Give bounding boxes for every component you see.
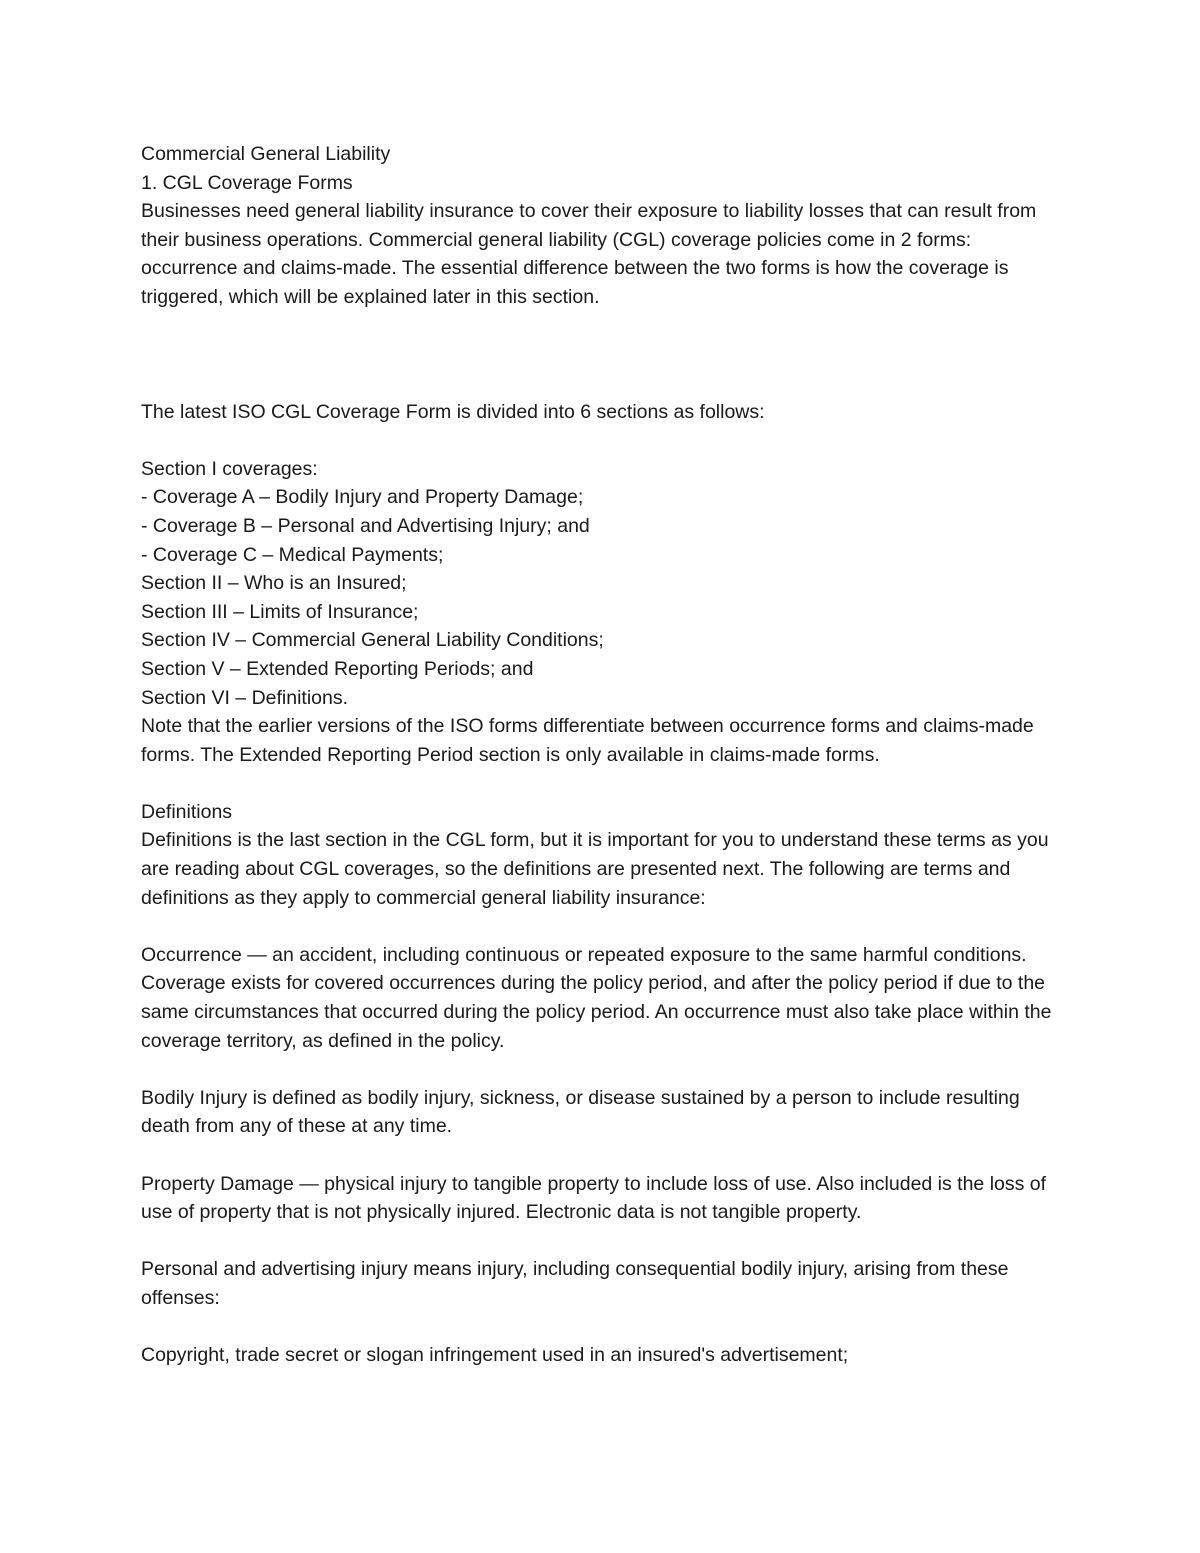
spacer xyxy=(141,912,1071,941)
property-damage-definition: Property Damage — physical injury to tangible property to include loss of use. Also included is the loss of use of property that is not physically injured. Electronic data is not tangible property. xyxy=(141,1172,1047,1224)
personal-advertising-definition: Personal and advertising injury means injury, including consequential bodily injury, arising from these offenses: xyxy=(141,1258,1009,1309)
copyright-offense: Copyright, trade secret or slogan infringement used in an insured's advertisement; xyxy=(141,1344,849,1367)
definitions-intro: Definitions is the last section in the CGL form, but it is important for you to understand these terms as you are reading about CGL coverages, so the definitions are presented next. The following are terms and definitions as they apply to commercial general liability insurance: xyxy=(141,829,1049,909)
list-item: Section V – Extended Reporting Periods; and xyxy=(141,657,534,680)
spacer xyxy=(141,1313,1071,1342)
section-list xyxy=(141,455,1071,712)
document-title: Commercial General Liability xyxy=(141,143,391,165)
section-heading: 1. CGL Coverage Forms xyxy=(141,171,353,194)
spacer xyxy=(141,426,1071,455)
definitions-heading: Definitions xyxy=(141,800,233,823)
spacer xyxy=(141,769,1071,798)
list-item: Section II – Who is an Insured; xyxy=(141,572,407,595)
sections-intro: The latest ISO CGL Coverage Form is divided into 6 sections as follows: xyxy=(141,400,765,423)
spacer xyxy=(141,1227,1071,1256)
note-paragraph: Note that the earlier versions of the ISO forms differentiate between occurrence forms and claims-made forms. The Extended Reporting Period section is only available in claims-made forms. xyxy=(141,715,1034,766)
document-page xyxy=(141,140,1071,1370)
list-item: - Coverage C – Medical Payments; xyxy=(141,543,444,566)
list-item: Section VI – Definitions. xyxy=(141,686,349,709)
bodily-injury-definition: Bodily Injury is defined as bodily injury, sickness, or disease sustained by a person to include resulting death from any of these at any time. xyxy=(141,1086,1020,1138)
list-item: Section III – Limits of Insurance; xyxy=(141,600,419,623)
spacer xyxy=(141,1055,1071,1084)
list-item: - Coverage B – Personal and Advertising Injury; and xyxy=(141,514,590,537)
list-item: Section IV – Commercial General Liability Conditions; xyxy=(141,629,604,652)
intro-paragraph: Businesses need general liability insurance to cover their exposure to liability losses that can result from their business operations. Commercial general liability (CGL) coverage policies come in 2 forms: occurrence and claims-made. The essential difference between the two forms is how the coverage is triggered, which will be explained later in this section. xyxy=(141,200,1037,308)
spacer xyxy=(141,312,1071,398)
occurrence-definition: Occurrence — an accident, including continuous or repeated exposure to the same harmful conditions. Coverage exists for covered occurrences during the policy period, and after the policy period if due to the same circumstances that occurred during the policy period. An occurrence must also take place within the coverage territory, as defined in the policy. xyxy=(141,943,1052,1052)
list-item: Section I coverages: xyxy=(141,457,318,480)
spacer xyxy=(141,1141,1071,1170)
list-item: - Coverage A – Bodily Injury and Property Damage; xyxy=(141,486,584,509)
